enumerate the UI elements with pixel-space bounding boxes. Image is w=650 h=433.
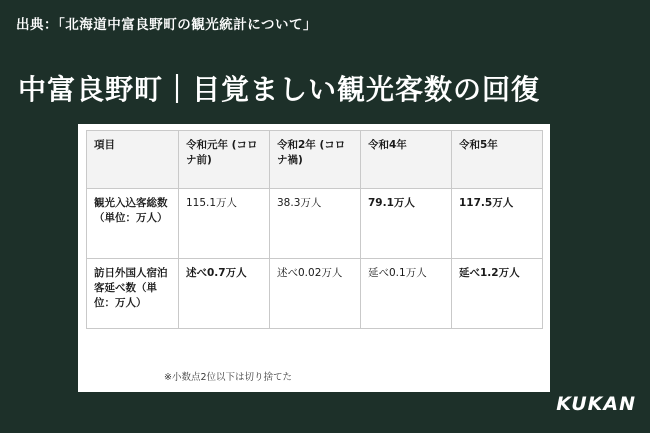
table-footnote: ※小数点2位以下は切り捨てた (164, 372, 293, 383)
row-label-total-visitors: 観光入込客総数（単位：万人） (87, 189, 179, 259)
brand-logo: KUKAN (556, 393, 636, 415)
statistics-card (78, 124, 550, 392)
table-header-row (87, 131, 543, 189)
source-citation: 出典：「北海道中富良野町の観光統計について」 (16, 17, 317, 33)
cell-foreign-reiwa4: 延べ0.1万人 (361, 259, 452, 329)
column-header-reiwa2: 令和2年 (コロナ禍) (270, 131, 361, 189)
table-row (87, 259, 543, 329)
page-title: 中富良野町｜目覚ましい観光客数の回復 (18, 73, 541, 106)
cell-total-reiwa4: 79.1万人 (361, 189, 452, 259)
column-header-item: 項目 (87, 131, 179, 189)
row-label-foreign-overnight: 訪日外国人宿泊客延べ数（単位：万人） (87, 259, 179, 329)
table-row (87, 189, 543, 259)
column-header-reiwa4: 令和4年 (361, 131, 452, 189)
column-header-reiwa1: 令和元年 (コロナ前) (179, 131, 270, 189)
cell-total-reiwa5: 117.5万人 (452, 189, 543, 259)
tourism-statistics-table (86, 130, 543, 329)
cell-foreign-reiwa1: 述べ0.7万人 (179, 259, 270, 329)
cell-foreign-reiwa5: 延べ1.2万人 (452, 259, 543, 329)
column-header-reiwa5: 令和5年 (452, 131, 543, 189)
cell-total-reiwa2: 38.3万人 (270, 189, 361, 259)
cell-foreign-reiwa2: 述べ0.02万人 (270, 259, 361, 329)
cell-total-reiwa1: 115.1万人 (179, 189, 270, 259)
